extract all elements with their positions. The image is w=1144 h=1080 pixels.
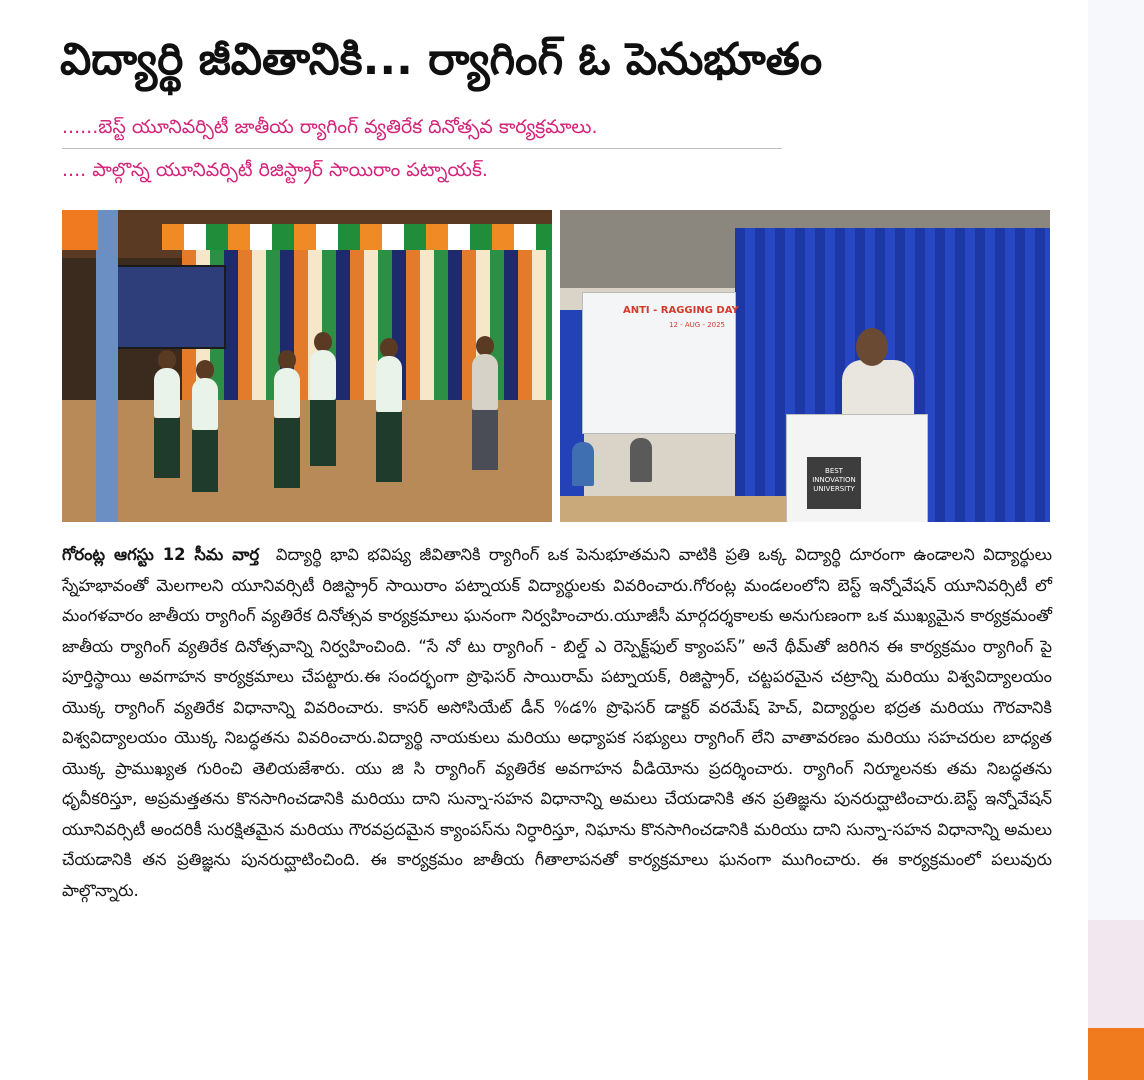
student-head: [278, 350, 296, 370]
article-text: విద్యార్థి భావి భవిష్య జీవితానికి ర్యాగింగ్ ఒక పెనుభూతమని వాటికి ప్రతి ఒక్క విద్యార్థి దూరంగా ఉండాలని విద్యార్థులు స్నేహభావంతో మెలగాలని యూనివర్సిటీ రిజిస్ట్రార్ సాయిరాం పట్నాయక్ విద్యార్థులకు వివరించారు.గోరంట్ల మండలంలోని బెస్ట్ ఇన్నోవేషన్ యూనివర్సిటీ లో మంగళవారం జాతీయ ర్యాగింగ్ వ్యతిరేక దినోత్సవ కార్యక్రమాలు ఘనంగా నిర్వహించారు.యూజీసీ మార్గదర్శకాలకు అనుగుణంగా ఒక ముఖ్యమైన కార్యక్రమంతో జాతీయ ర్యాగింగ్ వ్యతిరేక దినోత్సవాన్ని నిర్వహించింది. “సే నో టు ర్యాగింగ్ - బిల్డ్ ఎ రెస్పెక్ట్‌ఫుల్ క్యాంపస్” అనే థీమ్‌తో జరిగిన ఈ కార్యక్రమం ర్యాగింగ్ పై పూర్తిస్థాయి అవగాహన కార్యక్రమాలు చేపట్టారు.ఈ సందర్భంగా ప్రొఫెసర్ సాయిరామ్ పట్నాయక్, రిజిస్ట్రార్, చట్టపరమైన చట్రాన్ని మరియు విశ్వవిద్యాలయం యొక్క ర్యాగింగ్ వ్యతిరేక విధానాన్ని వివరించారు. కాసర్ అసోసియేట్ డీన్ %డ% ప్రొఫెసర్ డాక్టర్ వరమేష్ హెచ్, విద్యార్థుల భద్రత మరియు గౌరవానికి విశ్వవిద్యాలయం యొక్క నిబద్ధతను వివరించారు.విద్యార్థి నాయకులు మరియు అధ్యాపక సభ్యులు ర్యాగింగ్ లేని వాతావరణం మరియు సహచరుల బాధ్యత యొక్క ప్రాముఖ్యత గురించి తెలియజేశారు. యు జి సి ర్యాగింగ్ వ్యతిరేక అవగాహన వీడియోను ప్రదర్శించారు. ర్యాగింగ్ నిర్మూలనకు తమ నిబద్ధతను ధృవీకరిస్తూ, అప్రమత్తతను కొనసాగించడానికి మరియు దాని సున్నా-సహన విధానాన్ని అమలు చేయడానికి తన ప్రతిజ్ఞను పునరుద్ఘాటించారు.బెస్ట్ ఇన్నోవేషన్ యూనివర్సిటీ అందరికీ సురక్షితమైన మరియు గౌరవప్రదమైన క్యాంపస్‌ను నిర్ధారిస్తూ, నిఘాను కొనసాగించడానికి మరియు దాని సున్నా-సహన విధానాన్ని అమలు చేయడానికి తన ప్రతిజ్ఞను పునరుద్ఘాటించింది. ఈ కార్యక్రమం జాతీయ గీతాలాపనతో కార్యక్రమాలు ఘనంగా ముగించారు. ఈ కార్యక్రమంలో పలువురు పాల్గొన్నారు.: [62, 545, 1052, 900]
seated-student: [376, 356, 402, 412]
podium: [786, 414, 928, 522]
projection-screen: [112, 265, 226, 349]
page-edge-strip: [1088, 0, 1144, 1080]
student-legs: [310, 400, 336, 466]
student-legs: [472, 410, 498, 470]
headline: విద్యార్థి జీవితానికి... ర్యాగింగ్ ఓ పెనుభూతం: [60, 34, 823, 85]
podium-nameplate: BEST INNOVATION UNIVERSITY: [807, 457, 861, 509]
blue-curtain-left: [560, 310, 584, 522]
student-legs: [192, 430, 218, 492]
stage-photo: [560, 210, 1050, 522]
edge-tint-block: [1088, 920, 1144, 1028]
student-head: [476, 336, 494, 356]
seated-student: [192, 378, 218, 430]
student-head: [196, 360, 214, 380]
seated-guest: [572, 442, 594, 486]
subheading-1: ......బెస్ట్ యూనివర్సిటీ జాతీయ ర్యాగింగ్ వ్యతిరేక దినోత్సవ కార్యక్రమాలు.: [62, 110, 782, 149]
audience-photo: [62, 210, 552, 522]
dateline: గోరంట్ల ఆగస్టు 12 సీమ వార్త: [62, 545, 260, 564]
subheading-2: .... పాల్గొన్న యూనివర్సిటీ రిజిస్ట్రార్ సాయిరాం పట్నాయక్.: [62, 159, 488, 181]
student-head: [158, 350, 176, 370]
stage-pillar: [96, 210, 118, 522]
student-head: [380, 338, 398, 358]
screen-date: 12 - AUG - 2025: [669, 321, 726, 329]
screen-title: ANTI - RAGGING DAY: [623, 305, 739, 316]
seated-student: [310, 350, 336, 400]
tricolour-bunting: [162, 224, 552, 250]
student-legs: [154, 418, 180, 478]
stage-floor: [560, 496, 786, 522]
seated-student: [274, 368, 300, 418]
seated-student: [154, 368, 180, 418]
seated-guest: [630, 438, 652, 482]
student-head: [314, 332, 332, 352]
seated-student: [472, 354, 498, 410]
edge-orange-block: [1088, 1028, 1144, 1080]
projection-screen: [582, 292, 739, 434]
student-legs: [274, 418, 300, 488]
speaker-head: [856, 328, 888, 366]
orange-banner: [62, 210, 98, 250]
student-legs: [376, 412, 402, 482]
article-body: [62, 540, 1052, 906]
